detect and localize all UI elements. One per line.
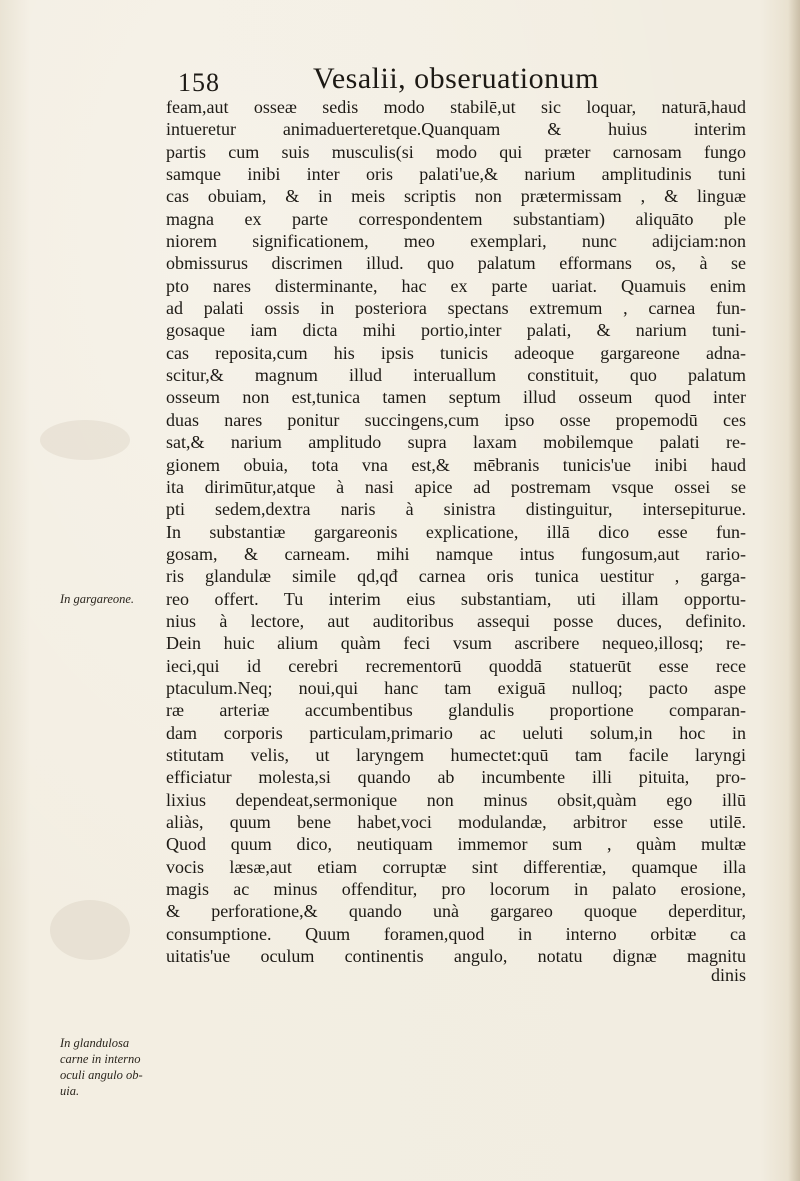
text-line: Dein huic alium quàm feci vsum ascribere nequeo,illosq; re- [166, 633, 746, 654]
text-line: ris glandulæ simile qd,qđ carnea oris tunica uestitur , garga- [166, 566, 746, 587]
catchword: dinis [710, 967, 746, 986]
text-line: consumptione. Quum foramen,quod in interno orbitæ ca [166, 923, 746, 944]
paper-stain [40, 420, 130, 460]
text-line: samque inibi inter oris palati'ue,& narium amplitudinis tuni [166, 164, 746, 185]
text-line: obmissurus discrimen illud. quo palatum efformans os, à se [166, 253, 746, 274]
text-line: nius à lectore, aut auditoribus assequi posse duces, definito. [166, 610, 746, 631]
text-line: vocis læsæ,aut etiam corruptæ sint differentiæ, quamque illa [166, 856, 746, 877]
text-line: gosam, & carneam. mihi namque intus fungosum,aut rario- [166, 543, 746, 564]
main-text-block [166, 96, 746, 985]
text-line: gionem obuia, tota vna est,& mēbranis tunicis'ue inibi haud [166, 454, 746, 475]
text-line: cas obuiam, & in meis scriptis non prætermissam , & linguæ [166, 186, 746, 207]
text-line: Quod quum dico, neutiquam immemor sum , quàm multæ [166, 834, 746, 855]
text-line: pti sedem,dextra naris à sinistra distinguitur, intersepiturue. [166, 499, 746, 520]
margin-note-glandulosa [60, 1035, 160, 1099]
page-edge-shadow [788, 0, 800, 1181]
text-line: cas reposita,cum his ipsis tunicis adeoque gargareone adna- [166, 342, 746, 363]
text-line: stitutam velis, ut laryngem humectet:quū tam facile laryngi [166, 744, 746, 765]
margin-note-line: oculi angulo ob- [60, 1068, 143, 1082]
text-line: intueretur animaduerteretque.Quanquam & huius interim [166, 119, 746, 140]
margin-note-line: uia. [60, 1084, 80, 1098]
running-title: Vesalii, obseruationum [313, 62, 599, 95]
text-line: magis ac minus offenditur, pro locorum in palato erosione, [166, 879, 746, 900]
text-line: feam,aut osseæ sedis modo stabilē,ut sic loquar, naturā,haud [166, 97, 746, 117]
text-line: pto nares disterminante, hac ex parte uariat. Quamuis enim [166, 275, 746, 296]
text-line: lixius dependeat,sermonique non minus obsit,quàm ego illū [166, 789, 746, 810]
text-line: magna ex parte correspondentem substantiam) aliquāto ple [166, 208, 746, 229]
text-line: ad palati ossis in posteriora spectans extremum , carnea fun- [166, 298, 746, 319]
text-line: sat,& narium amplitudo supra laxam mobilemque palati re- [166, 432, 746, 453]
margin-note-line: carne in interno [60, 1052, 141, 1066]
text-line: partis cum suis musculis(si modo qui præter carnosam fungo [166, 141, 746, 162]
paper-stain [50, 900, 130, 960]
text-line: uitatis'ue oculum continentis angulo, notatu dignæ magnitu [166, 946, 746, 967]
margin-note-gargareone [60, 591, 170, 607]
text-line: osseum non est,tunica tamen septum illud osseum quod inter [166, 387, 746, 408]
text-line: dam corporis particulam,primario ac ueluti solum,in hoc in [166, 722, 746, 743]
text-line: reo offert. Tu interim eius substantiam, uti illam opportu- [166, 588, 746, 609]
text-line: ptaculum.Neq; noui,qui hanc tam exiguā nulloq; pacto aspe [166, 677, 746, 698]
page-number: 158 [178, 68, 220, 97]
margin-note-line: In gargareone. [60, 592, 135, 606]
text-line: ita dirimūtur,atque à nasi apice ad postremam vsque ossei se [166, 476, 746, 497]
text-line: niorem significationem, meo exemplari, nunc adijciam:non [166, 231, 746, 252]
text-line: ræ arteriæ accumbentibus glandulis proportione comparan- [166, 700, 746, 721]
text-line: scitur,& magnum illud interuallum constituit, quo palatum [166, 365, 746, 386]
text-line: In substantiæ gargareonis explicatione, illā dico esse fun- [166, 521, 746, 542]
text-line: duas nares ponitur succingens,cum ipso osse propemodū ces [166, 409, 746, 430]
text-line: aliàs, quum bene habet,voci modulandæ, arbitror esse utilē. [166, 812, 746, 832]
text-line: & perforatione,& quando unà gargareo quoque deperditur, [166, 901, 746, 922]
text-line: efficiatur molesta,si quando ab incumbente illi pituita, pro- [166, 767, 746, 788]
margin-note-line: In glandulosa [60, 1036, 130, 1050]
text-line: ieci,qui id cerebri recrementorū quoddā statuerūt esse rece [166, 655, 746, 676]
text-line: gosaque iam dicta mihi portio,inter palati, & narium tuni- [166, 320, 746, 341]
